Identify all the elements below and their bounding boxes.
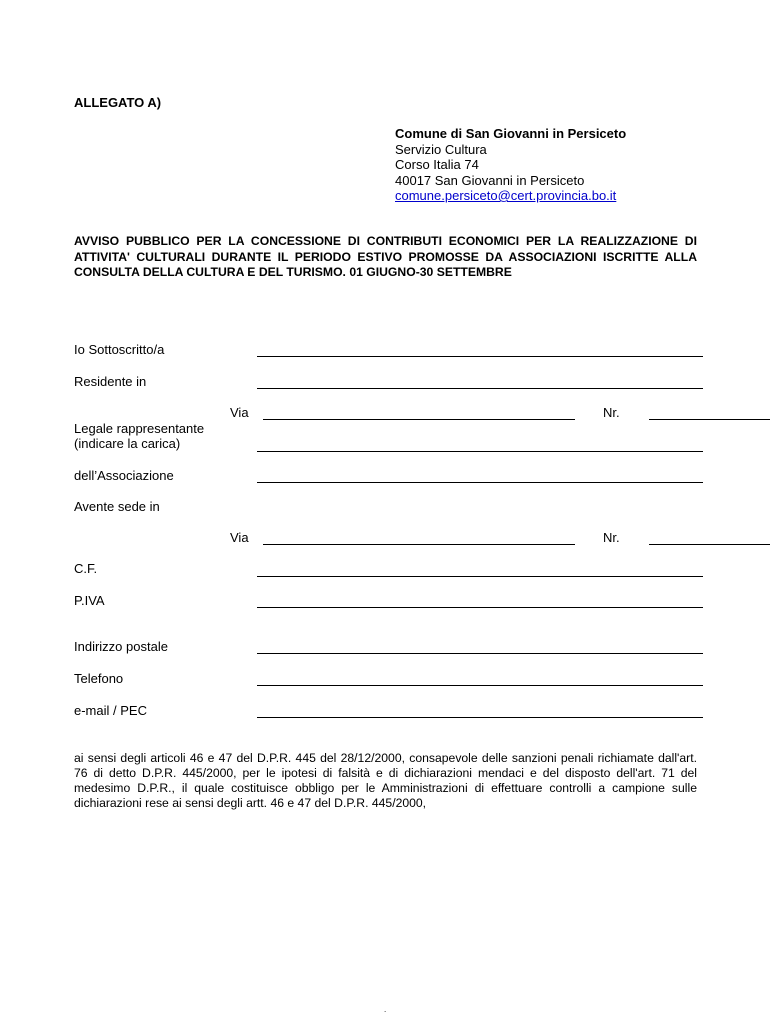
- recipient-office: Servizio Cultura: [395, 141, 487, 157]
- label-via-1: Via: [230, 405, 249, 420]
- label-nr-1: Nr.: [603, 405, 620, 420]
- field-email[interactable]: [257, 717, 703, 718]
- attachment-label: ALLEGATO A): [74, 95, 162, 110]
- field-piva[interactable]: [257, 607, 703, 608]
- notice-title: AVVISO PUBBLICO PER LA CONCESSIONE DI CONTRIBUTI ECONOMICI PER LA REALIZZAZIONE DI ATTIVITA' CULTURALI DURANTE IL PERIODO ESTIVO PROMOSSE DA ASSOCIAZIONI ISCRITTE ALLA CONSULTA DELLA CULTURA E DEL TURISMO. 01 GIUGNO-30 SETTEMBRE: [74, 234, 697, 279]
- recipient-city: 40017 San Giovanni in Persiceto: [395, 172, 585, 188]
- field-via-2[interactable]: [263, 544, 575, 545]
- field-cf[interactable]: [257, 576, 703, 577]
- label-nr-2: Nr.: [603, 530, 620, 545]
- field-residente[interactable]: [257, 388, 703, 389]
- label-legale-line1: Legale rappresentante: [74, 421, 205, 436]
- declaration-paragraph: ai sensi degli articoli 46 e 47 del D.P.R. 445 del 28/12/2000, consapevole delle sanzioni penali richiamate dall'art. 76 di detto D.P.R. 445/2000, per le ipotesi di falsità e di dichiarazioni mendaci e del disposto dell'art. 71 del medesimo D.P.R., il quale costituisce obbligo per le Amministrazioni di effettuare controlli a campione sulle dichiarazioni rese ai sensi degli artt. 46 e 47 del D.P.R. 445/2000,: [74, 751, 697, 810]
- label-sottoscritto: Io Sottoscritto/a: [74, 342, 165, 357]
- label-email: e-mail / PEC: [74, 703, 147, 718]
- field-sottoscritto[interactable]: [257, 356, 703, 357]
- field-indirizzo[interactable]: [257, 653, 703, 654]
- recipient-street: Corso Italia 74: [395, 157, 479, 172]
- label-sede: Avente sede in: [74, 499, 160, 514]
- label-residente: Residente in: [74, 374, 147, 389]
- field-nr-1[interactable]: [649, 419, 770, 420]
- label-telefono: Telefono: [74, 671, 124, 686]
- label-legale-line2: (indicare la carica): [74, 436, 181, 451]
- recipient-name: Comune di San Giovanni in Persiceto: [395, 126, 627, 141]
- recipient-address: [395, 126, 626, 204]
- recipient-email-link[interactable]: comune.persiceto@cert.provincia.bo.it: [395, 188, 617, 203]
- field-telefono[interactable]: [257, 685, 703, 686]
- field-nr-2[interactable]: [649, 544, 770, 545]
- label-via-2: Via: [230, 530, 249, 545]
- field-legale[interactable]: [257, 451, 703, 452]
- label-associazione: dell’Associazione: [74, 468, 174, 483]
- label-indirizzo: Indirizzo postale: [74, 639, 168, 654]
- label-cf: C.F.: [74, 561, 98, 576]
- field-via-1[interactable]: [263, 419, 575, 420]
- label-piva: P.IVA: [74, 593, 105, 608]
- field-associazione[interactable]: [257, 482, 703, 483]
- footer-mark: .: [384, 1005, 387, 1014]
